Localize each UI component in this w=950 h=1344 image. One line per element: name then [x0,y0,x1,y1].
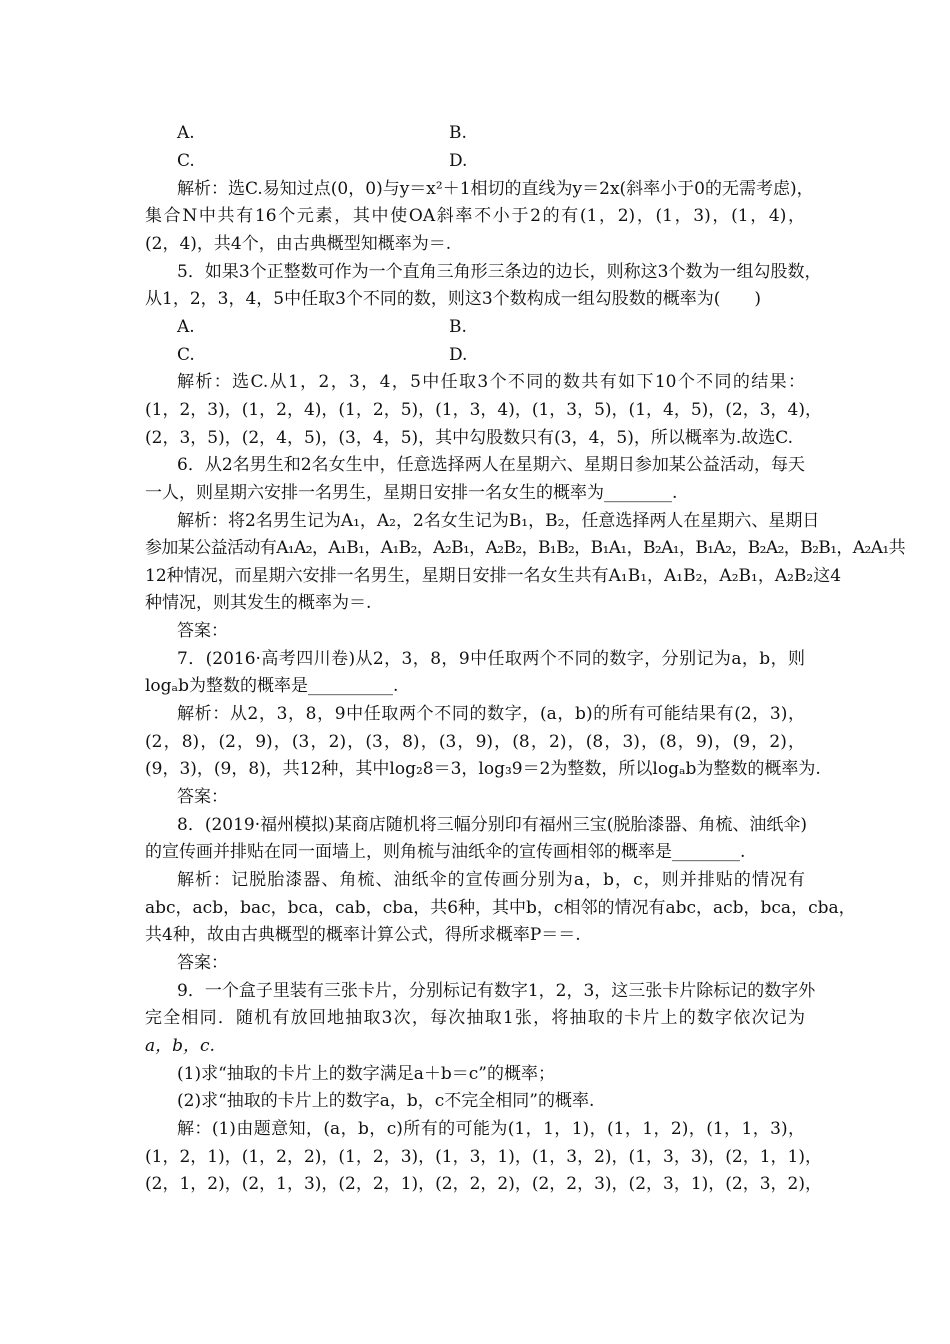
analysis-line: (9，3)，(9，8)，共12种，其中log₂8＝3，log₃9＝2为整数，所以logₐb为整数的概率为. [145,759,821,779]
analysis-line: 解析：将2名男生记为A₁，A₂，2名女生记为B₁，B₂，任意选择两人在星期六、星期日 [177,511,820,531]
question-6-stem: 一人，则星期六安排一名男生，星期日安排一名女生的概率为________. [145,483,678,503]
question-7-stem: logₐb为整数的概率是__________. [145,676,399,696]
question-5-stem: 5．如果3个正整数可作为一个直角三角形三条边的边长，则称这3个数为一组勾股数， [177,262,822,282]
analysis-line: 解析：从2，3，8，9中任取两个不同的数字，(a，b)的所有可能结果有(2，3)， [177,704,805,724]
analysis-line: 解析：记脱胎漆器、角梳、油纸伞的宣传画分别为a，b，c，则并排贴的情况有 [177,870,805,890]
analysis-line: 参加某公益活动有A₁A₂，A₁B₁，A₁B₂，A₂B₁，A₂B₂，B₁B₂，B₁A₁，B₂A₁，B₁A₂，B₂A₂，B₂B₁，A₂A₁共 [145,538,905,558]
analysis-line: (2，3，5)，(2，4，5)，(3，4，5)，其中勾股数只有(3，4，5)，所以概率为.故选C. [145,428,794,448]
option-a: A. [177,123,195,143]
question-8-stem: 8．(2019·福州模拟)某商店随机将三幅分别印有福州三宝(脱胎漆器、角梳、油纸伞) [177,815,808,835]
solution-line: 解：(1)由题意知，(a，b，c)所有的可能为(1，1，1)，(1，1，2)，(1，1，3)， [177,1119,805,1139]
option-c: C. [177,345,195,365]
option-c: C. [177,151,195,171]
question-9-stem: 9．一个盒子里装有三张卡片，分别标记有数字1，2，3，这三张卡片除标记的数字外 [177,981,816,1001]
question-9-part-2: (2)求“抽取的卡片上的数字a，b，c不完全相同”的概率. [177,1091,595,1111]
question-9-part-1: (1)求“抽取的卡片上的数字满足a＋b＝c”的概率； [177,1064,556,1084]
analysis-line: abc，acb，bac，bca，cab，cba，共6种，其中b，c相邻的情况有abc，acb，bca，cba， [145,898,856,918]
answer-label: 答案： [177,953,228,973]
option-b: B. [449,123,467,143]
analysis-line: 解析：选C.易知过点(0，0)与y＝x²＋1相切的直线为y＝2x(斜率小于0的无需考虑)， [177,179,814,199]
analysis-line: 共4种，故由古典概型的概率计算公式，得所求概率P＝＝. [145,925,581,945]
question-9-stem: 完全相同．随机有放回地抽取3次，每次抽取1张，将抽取的卡片上的数字依次记为 [145,1008,805,1028]
option-a: A. [177,317,195,337]
question-7-stem: 7．(2016·高考四川卷)从2，3，8，9中任取两个不同的数字，分别记为a，b，则 [177,649,805,669]
answer-label: 答案： [177,621,228,641]
solution-line: (1，2，1)，(1，2，2)，(1，2，3)，(1，3，1)，(1，3，2)，(1，3，3)，(2，1，1)， [145,1147,822,1167]
analysis-line: 集合N中共有16个元素，其中使OA斜率不小于2的有(1，2)，(1，3)，(1，4)， [145,206,805,226]
analysis-line: 解析：选C.从1，2，3，4，5中任取3个不同的数共有如下10个不同的结果： [177,372,805,392]
option-d: D. [449,151,468,171]
analysis-line: (2，8)，(2，9)，(3，2)，(3，8)，(3，9)，(8，2)，(8，3)，(8，9)，(9，2)， [145,732,805,752]
analysis-line: (1，2，3)，(1，2，4)，(1，2，5)，(1，3，4)，(1，3，5)，(1，4，5)，(2，3，4)， [145,400,822,420]
analysis-line: 12种情况，而星期六安排一名男生，星期日安排一名女生共有A₁B₁，A₁B₂，A₂B₁，A₂B₂这4 [145,566,842,586]
solution-line: (2，1，2)，(2，1，3)，(2，2，1)，(2，2，2)，(2，2，3)，(2，3，1)，(2，3，2)， [145,1174,822,1194]
question-5-stem: 从1，2，3，4，5中任取3个不同的数，则这3个数构成一组勾股数的概率为( ) [145,289,761,309]
answer-label: 答案： [177,787,228,807]
analysis-line: 种情况，则其发生的概率为＝. [145,593,372,613]
question-6-stem: 6．从2名男生和2名女生中，任意选择两人在星期六、星期日参加某公益活动，每天 [177,455,805,475]
option-d: D. [449,345,468,365]
analysis-line: (2，4)，共4个，由古典概型知概率为＝. [145,234,452,254]
question-9-stem: a，b，c. [145,1036,215,1056]
option-b: B. [449,317,467,337]
question-8-stem: 的宣传画并排贴在同一面墙上，则角梳与油纸伞的宣传画相邻的概率是________. [145,842,746,862]
